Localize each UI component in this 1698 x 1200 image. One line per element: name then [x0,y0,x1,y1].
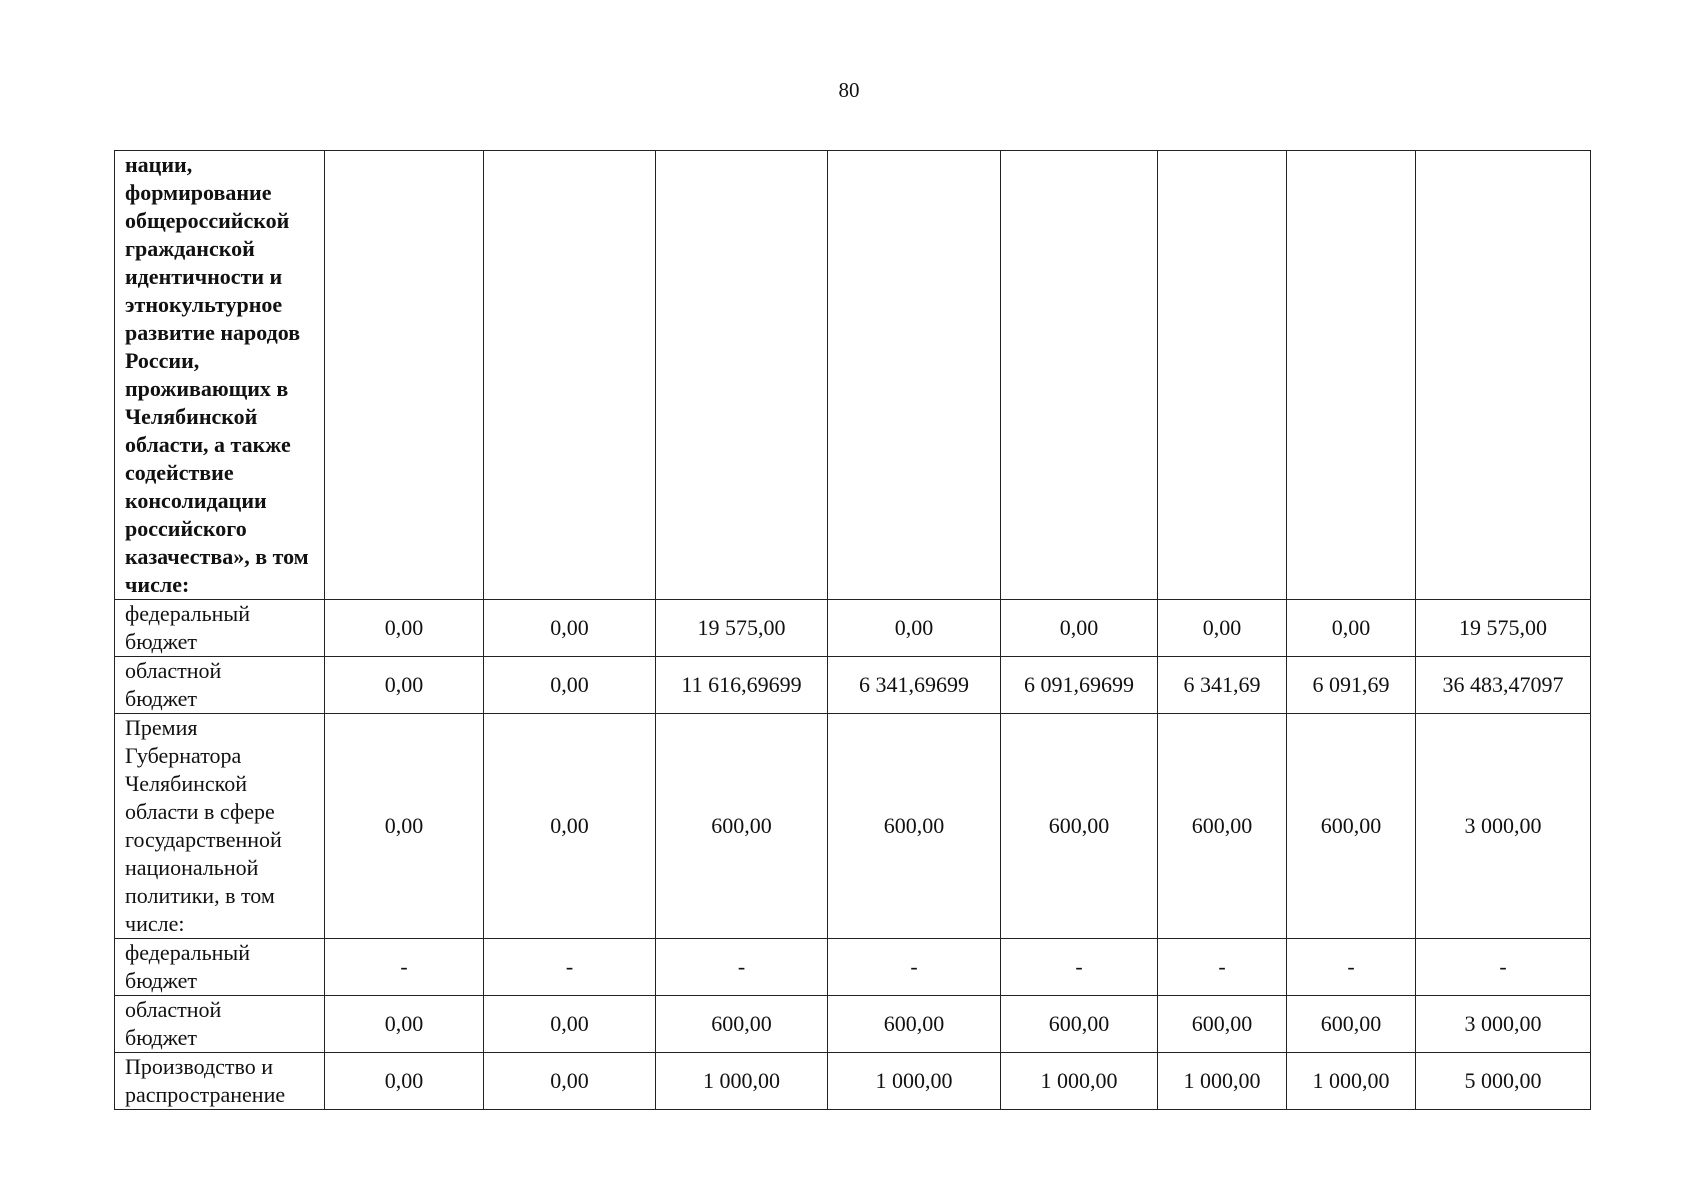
row-label: федеральный бюджет [115,939,325,996]
value-cell: 19 575,00 [1416,600,1591,657]
value-cell: 600,00 [828,714,1001,939]
value-cell: 6 091,69 [1287,657,1416,714]
value-cell [656,151,828,600]
value-cell: 0,00 [325,714,484,939]
value-cell: 0,00 [484,1053,656,1110]
value-cell [484,151,656,600]
value-cell [1416,151,1591,600]
row-label: областной бюджет [115,657,325,714]
value-cell: 600,00 [1287,996,1416,1053]
value-cell: 19 575,00 [656,600,828,657]
value-cell: 0,00 [484,657,656,714]
value-cell: 0,00 [325,1053,484,1110]
value-cell: 6 341,69699 [828,657,1001,714]
value-cell: 1 000,00 [656,1053,828,1110]
value-cell: 0,00 [1001,600,1158,657]
value-cell: 3 000,00 [1416,714,1591,939]
value-cell [1287,151,1416,600]
value-cell [828,151,1001,600]
value-cell: 1 000,00 [1158,1053,1287,1110]
value-cell: 1 000,00 [1287,1053,1416,1110]
value-cell: 0,00 [325,657,484,714]
value-cell: - [1001,939,1158,996]
value-cell: 600,00 [1001,714,1158,939]
page-number: 80 [838,78,860,102]
value-cell: 600,00 [656,714,828,939]
table-row [115,600,1591,657]
value-cell: - [1158,939,1287,996]
value-cell: 6 341,69 [1158,657,1287,714]
value-cell: - [656,939,828,996]
value-cell [325,151,484,600]
row-label: федеральный бюджет [115,600,325,657]
value-cell: - [325,939,484,996]
table-row [115,939,1591,996]
value-cell: 3 000,00 [1416,996,1591,1053]
value-cell: 1 000,00 [1001,1053,1158,1110]
value-cell: 0,00 [325,996,484,1053]
table-row [115,996,1591,1053]
value-cell: 0,00 [484,600,656,657]
value-cell: 600,00 [1001,996,1158,1053]
value-cell: - [484,939,656,996]
value-cell: 0,00 [484,714,656,939]
table-row [115,714,1591,939]
value-cell: 0,00 [484,996,656,1053]
value-cell: 600,00 [1287,714,1416,939]
value-cell: 36 483,47097 [1416,657,1591,714]
value-cell: 11 616,69699 [656,657,828,714]
row-label: нации, формирование общероссийской гражданской идентичности и этнокультурное развитие народов России, проживающих в Челябинской области, а также содействие консолидации российского казачества», в том числе: [115,151,325,600]
value-cell: 600,00 [1158,996,1287,1053]
value-cell: - [1287,939,1416,996]
value-cell: 0,00 [828,600,1001,657]
value-cell: - [828,939,1001,996]
value-cell: 600,00 [1158,714,1287,939]
budget-table [114,150,1591,1110]
value-cell: 0,00 [1287,600,1416,657]
value-cell: 5 000,00 [1416,1053,1591,1110]
value-cell: 0,00 [1158,600,1287,657]
row-label: областной бюджет [115,996,325,1053]
value-cell: 0,00 [325,600,484,657]
row-label: Премия Губернатора Челябинской области в сфере государственной национальной политики, в том числе: [115,714,325,939]
value-cell [1001,151,1158,600]
value-cell: 600,00 [828,996,1001,1053]
table-row [115,151,1591,600]
value-cell: 1 000,00 [828,1053,1001,1110]
value-cell: - [1416,939,1591,996]
table-row [115,1053,1591,1110]
value-cell [1158,151,1287,600]
table-row [115,657,1591,714]
row-label: Производство и распространение [115,1053,325,1110]
value-cell: 600,00 [656,996,828,1053]
value-cell: 6 091,69699 [1001,657,1158,714]
